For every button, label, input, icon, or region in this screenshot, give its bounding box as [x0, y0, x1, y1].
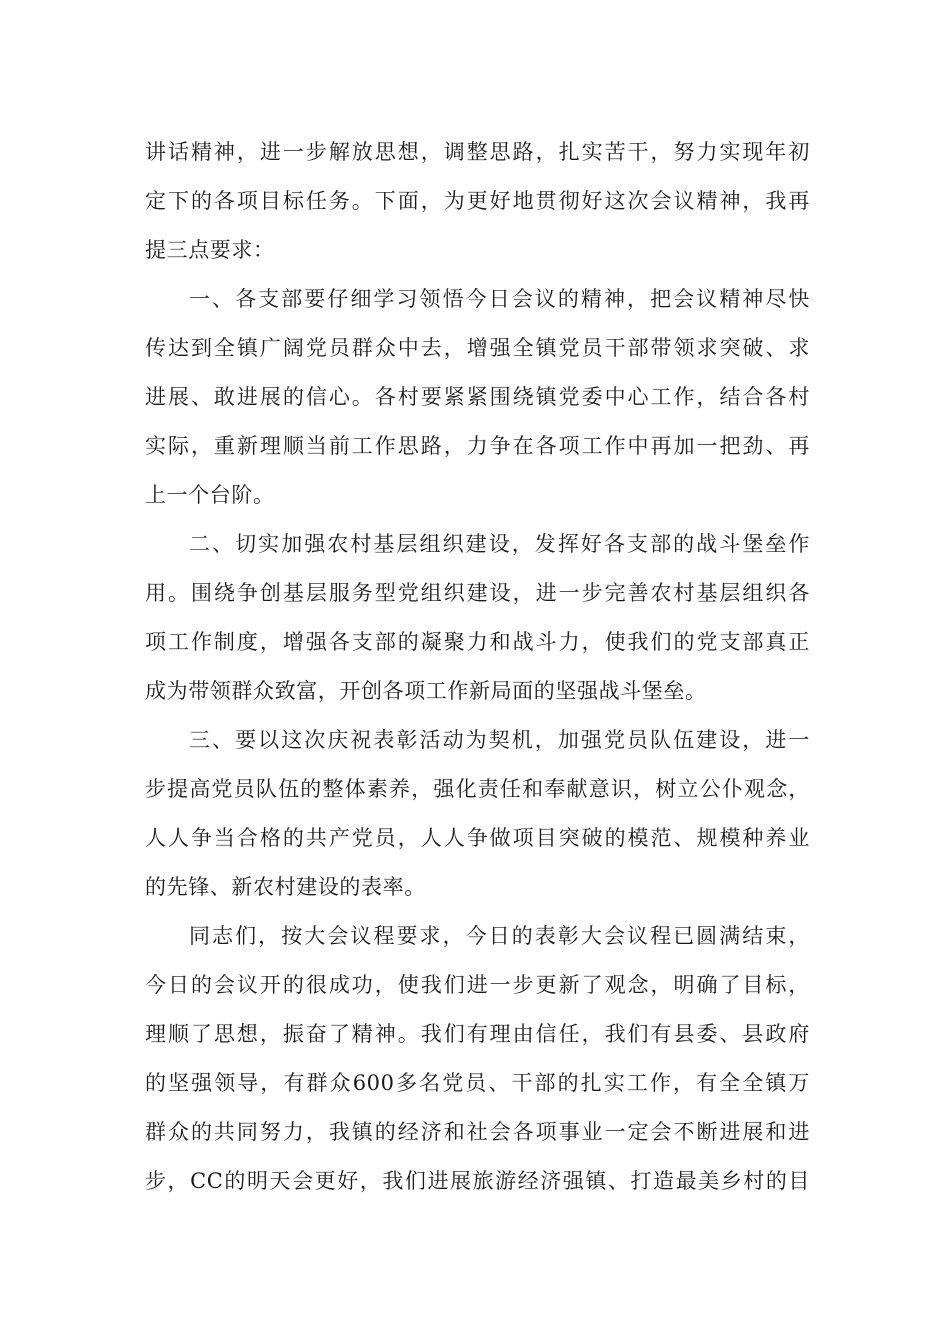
text-line: 定下的各项目标任务。下面，为更好地贯彻好这次会议精神，我再 — [145, 189, 810, 213]
paragraph-1-first-line: 一、各支部要仔细学习领悟今日会议的精神，把会议精神尽快 — [189, 287, 810, 311]
text-line: 今日的会议开的很成功，使我们进一步更新了观念，明确了目标， — [145, 973, 810, 997]
paragraph-4-first-line: 同志们，按大会议程要求，今日的表彰大会议程已圆满结束， — [189, 924, 810, 948]
text-line: 讲话精神，进一步解放思想，调整思路，扎实苦干，努力实现年初 — [145, 140, 810, 164]
text-line: 的先锋、新农村建设的表率。 — [145, 875, 426, 899]
text-line: 理顺了思想，振奋了精神。我们有理由信任，我们有县委、县政府 — [145, 1022, 810, 1046]
text-line: 步，CC的明天会更好，我们进展旅游经济强镇、打造最美乡村的目 — [145, 1169, 810, 1193]
text-line: 人人争当合格的共产党员，人人争做项目突破的模范、规模种养业 — [145, 826, 810, 850]
document-body — [145, 128, 810, 1206]
text-line: 上一个台阶。 — [145, 483, 275, 507]
text-line: 成为带领群众致富，开创各项工作新局面的坚强战斗堡垒。 — [145, 679, 707, 703]
text-line: 的坚强领导，有群众600多名党员、干部的扎实工作，有全全镇万 — [145, 1071, 810, 1095]
text-line: 用。围绕争创基层服务型党组织建设，进一步完善农村基层组织各 — [145, 581, 810, 605]
text-line: 实际，重新理顺当前工作思路，力争在各项工作中再加一把劲、再 — [145, 434, 810, 458]
text-line: 群众的共同努力，我镇的经济和社会各项事业一定会不断进展和进 — [145, 1120, 810, 1144]
text-line: 提三点要求： — [145, 238, 275, 262]
paragraph-3-first-line: 三、要以这次庆祝表彰活动为契机，加强党员队伍建设，进一 — [189, 728, 810, 752]
text-line: 进展、敢进展的信心。各村要紧紧围绕镇党委中心工作，结合各村 — [145, 385, 810, 409]
text-line: 项工作制度，增强各支部的凝聚力和战斗力，使我们的党支部真正 — [145, 630, 810, 654]
paragraph-2-first-line: 二、切实加强农村基层组织建设，发挥好各支部的战斗堡垒作 — [189, 532, 810, 556]
text-line: 步提高党员队伍的整体素养，强化责任和奉献意识，树立公仆观念， — [145, 777, 810, 801]
text-line: 传达到全镇广阔党员群众中去，增强全镇党员干部带领求突破、求 — [145, 336, 810, 360]
